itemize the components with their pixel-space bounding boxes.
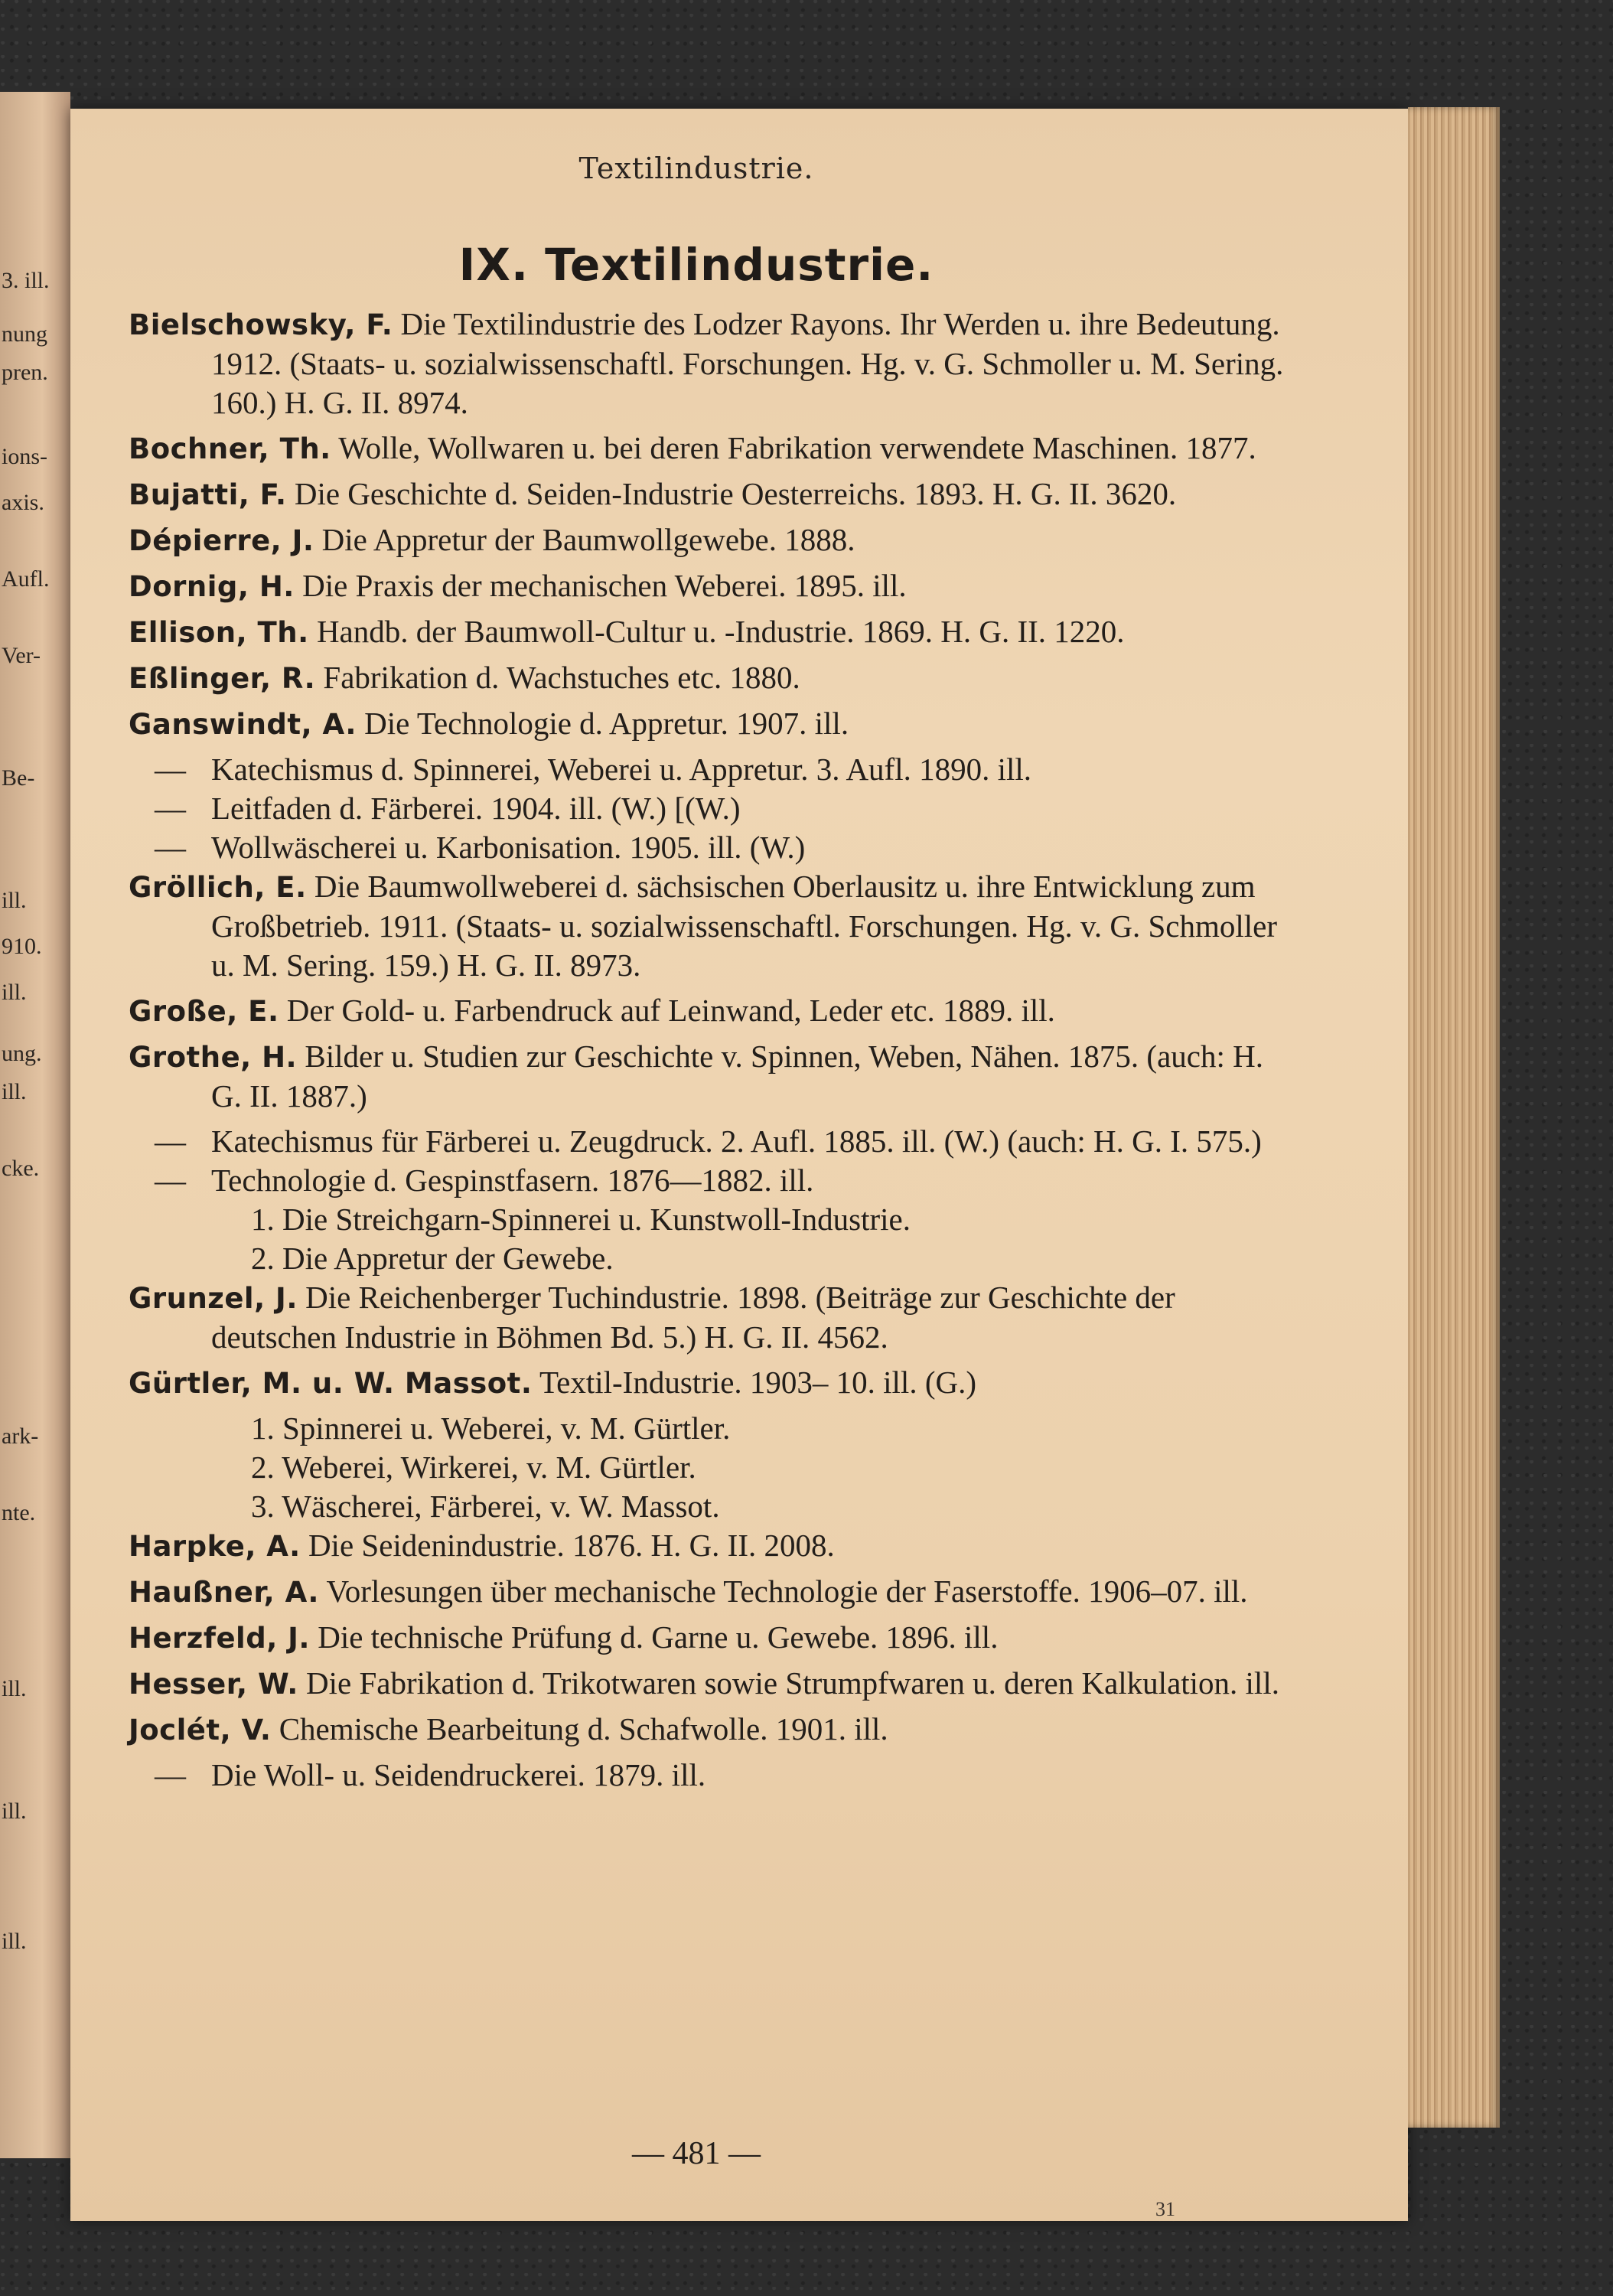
bibliography-entry [129,991,1292,1031]
ditto-dash: — [155,1163,186,1198]
bibliography-entry [129,867,1292,985]
bibliography-entry [129,1618,1292,1658]
bibliography-entry [129,1572,1292,1612]
margin-fragment: ill. [2,1929,27,1954]
entry-text: Die Appretur der Baumwollgewebe. 1888. [321,522,855,557]
section-title: IX. Textilindustrie. [458,239,934,291]
sub-entry-text: Katechismus für Färberei u. Zeugdruck. 2. Aufl. 1885. ill. (W.) (auch: H. G. I. 575.) [211,1124,1262,1159]
entry-text: Handb. der Baumwoll-Cultur u. -Industrie. 1869. H. G. II. 1220. [316,614,1125,649]
entry-text: Die Reichenberger Tuchindustrie. 1898. (Beiträge zur Geschichte der deutschen Industrie in Böhmen Bd. 5.) H. G. II. 4562. [211,1280,1175,1355]
entry-text: Textil-Industrie. 1903– 10. ill. (G.) [539,1365,976,1400]
sub-entry-text: Technologie d. Gespinstfasern. 1876—1882. ill. [211,1163,814,1198]
margin-fragment: ill. [2,1079,27,1104]
entry-author: Gürtler, M. u. W. Massot. [129,1367,533,1400]
entry-author: Große, E. [129,995,279,1028]
printer-signature: 31 [1155,2198,1175,2220]
sub-entry [155,1161,1292,1200]
running-head: Textilindustrie. [578,152,814,185]
entry-author: Grothe, H. [129,1041,298,1074]
sub-entry [155,1122,1292,1161]
entry-text: Die Fabrikation d. Trikotwaren sowie Strumpfwaren u. deren Kalkulation. ill. [306,1665,1279,1701]
sub-entry [155,789,1292,828]
entry-author: Gröllich, E. [129,871,307,904]
entry-author: Harpke, A. [129,1530,301,1563]
bibliography-entry [129,1363,1292,1403]
bibliography-entry [129,1037,1292,1116]
sub-entry-text: Die Woll- u. Seidendruckerei. 1879. ill. [211,1757,706,1792]
entry-author: Grunzel, J. [129,1282,298,1315]
entry-author: Dornig, H. [129,570,295,603]
margin-fragment: 910. [2,934,42,959]
page-stack-edge [1408,107,1500,2128]
entry-text: Chemische Bearbeitung d. Schafwolle. 1901. ill. [279,1711,888,1746]
entry-text: Bilder u. Studien zur Geschichte v. Spinnen, Weben, Nähen. 1875. (auch: H. G. II. 1887.) [211,1039,1263,1114]
margin-fragment: 3. ill. [2,268,50,293]
volume-line [129,1487,1292,1526]
sub-entry [155,828,1292,867]
margin-fragment: ill. [2,1676,27,1701]
volume-text: 2. Weberei, Wirkerei, v. M. Gürtler. [251,1450,696,1485]
entry-text: Der Gold- u. Farbendruck auf Leinwand, Leder etc. 1889. ill. [286,993,1055,1028]
ditto-dash: — [155,1124,186,1159]
entry-text: Wolle, Wollwaren u. bei deren Fabrikation verwendete Maschinen. 1877. [338,430,1256,465]
entry-author: Eßlinger, R. [129,662,316,695]
sub-entry-text: Leitfaden d. Färberei. 1904. ill. (W.) [(W.) [211,791,741,826]
margin-fragment: ill. [2,888,27,913]
bibliography-entry [129,612,1292,652]
bibliography-entry [129,520,1292,560]
entry-text: Die Geschichte d. Seiden-Industrie Oesterreichs. 1893. H. G. II. 3620. [294,476,1177,511]
margin-fragment: ark- [2,1424,39,1449]
margin-fragment: pren. [2,360,48,385]
volume-text: 2. Die Appretur der Gewebe. [251,1241,614,1276]
margin-fragment: ill. [2,1799,27,1824]
entry-author: Hesser, W. [129,1668,298,1701]
margin-fragment: Aufl. [2,566,50,592]
entry-author: Joclét, V. [129,1714,272,1746]
entry-text: Die Praxis der mechanischen Weberei. 1895. ill. [302,568,907,603]
entry-author: Ellison, Th. [129,616,309,649]
volume-text: 1. Spinnerei u. Weberei, v. M. Gürtler. [251,1411,731,1446]
bibliography-entry [129,475,1292,514]
margin-fragment: nung [2,321,47,347]
bibliography-entry [129,429,1292,468]
volume-line [129,1200,1292,1239]
bibliography-entry [129,305,1292,422]
entry-author: Bochner, Th. [129,432,331,465]
ditto-dash: — [155,791,186,826]
previous-page-edge [0,92,70,2158]
entry-text: Die technische Prüfung d. Garne u. Gewebe. 1896. ill. [318,1619,999,1655]
sub-entry-text: Wollwäscherei u. Karbonisation. 1905. ill. (W.) [211,830,806,865]
entry-author: Ganswindt, A. [129,708,357,741]
sub-entry [155,1756,1292,1795]
ditto-dash: — [155,1757,186,1792]
volume-line [129,1448,1292,1487]
bibliography-entry [129,566,1292,606]
margin-fragment: Be- [2,765,35,791]
margin-fragment: ung. [2,1041,42,1066]
volume-text: 1. Die Streichgarn-Spinnerei u. Kunstwoll-Industrie. [251,1202,911,1237]
margin-fragment: cke. [2,1156,40,1181]
bibliography-list [129,305,1292,1795]
entry-text: Die Textilindustrie des Lodzer Rayons. Ihr Werden u. ihre Bedeutung. 1912. (Staats- u. sozialwissenschaftl. Forschungen. Hg. v. G. Schmoller u. M. Sering. 160.) H. G. II. 8974. [211,306,1284,420]
sub-entry-text: Katechismus d. Spinnerei, Weberei u. Appretur. 3. Aufl. 1890. ill. [211,752,1032,787]
volume-text: 3. Wäscherei, Färberei, v. W. Massot. [251,1489,720,1524]
bibliography-entry [129,704,1292,744]
volume-line [129,1409,1292,1448]
margin-fragment: Ver- [2,643,41,668]
entry-author: Haußner, A. [129,1576,319,1609]
entry-author: Herzfeld, J. [129,1622,310,1655]
bibliography-entry [129,1526,1292,1566]
margin-fragment: ill. [2,980,27,1005]
entry-author: Bielschowsky, F. [129,308,393,341]
bibliography-entry [129,1278,1292,1357]
entry-text: Die Baumwollweberei d. sächsischen Oberlausitz u. ihre Entwicklung zum Großbetrieb. 1911. (Staats- u. sozialwissenschaftl. Forschungen. Hg. v. G. Schmoller u. M. Sering. 159.) H. G. II. 8973. [211,869,1277,983]
margin-fragment: ions- [2,444,47,469]
entry-text: Die Seidenindustrie. 1876. H. G. II. 2008. [308,1528,835,1563]
page-number: — 481 — [632,2136,761,2171]
bibliography-entry [129,1710,1292,1750]
volume-line [129,1239,1292,1278]
ditto-dash: — [155,830,186,865]
entry-text: Fabrikation d. Wachstuches etc. 1880. [323,660,800,695]
ditto-dash: — [155,752,186,787]
margin-fragment: axis. [2,490,44,515]
entry-author: Dépierre, J. [129,524,314,557]
margin-fragment: nte. [2,1500,36,1525]
entry-text: Die Technologie d. Appretur. 1907. ill. [364,706,849,741]
sub-entry [155,750,1292,789]
entry-text: Vorlesungen über mechanische Technologie der Faserstoffe. 1906–07. ill. [326,1574,1248,1609]
bibliography-entry [129,1664,1292,1704]
bibliography-entry [129,658,1292,698]
entry-author: Bujatti, F. [129,478,287,511]
